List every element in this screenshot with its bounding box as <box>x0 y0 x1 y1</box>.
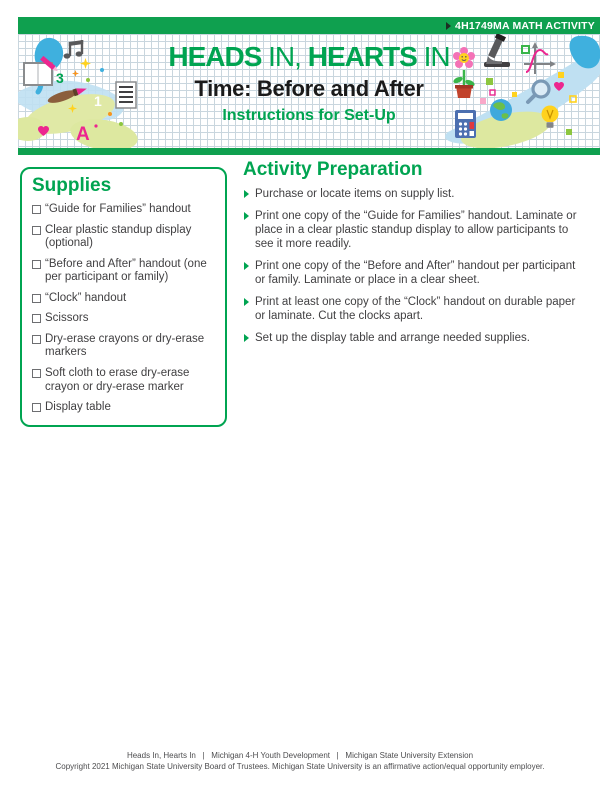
supply-item-label: Dry-erase crayons or dry-erase markers <box>45 332 205 359</box>
supply-item-label: Soft cloth to erase dry-erase crayon or dry-erase marker <box>45 367 190 393</box>
checkbox-icon[interactable] <box>32 294 41 303</box>
title-hearts: HEARTS <box>307 41 417 72</box>
supply-item-label: Display table <box>45 401 111 414</box>
checkbox-icon[interactable] <box>32 226 41 235</box>
supply-item-label: Clear plastic standup display (optional) <box>45 223 192 250</box>
preparation-list <box>243 187 586 345</box>
preparation-step-label: Print one copy of the “Before and After” handout per participant or family. Laminate or place in a clear sheet. <box>255 260 576 287</box>
document-code-banner <box>18 17 600 34</box>
supply-item <box>32 312 217 326</box>
title-in2: IN <box>416 41 450 72</box>
tagline: Instructions for Set-Up <box>222 107 396 124</box>
checkbox-icon[interactable] <box>32 369 41 378</box>
title-heads: HEADS <box>168 41 262 72</box>
preparation-step-label: Purchase or locate items on supply list. <box>255 187 455 200</box>
checkbox-icon[interactable] <box>32 335 41 344</box>
preparation-step-label: Print at least one copy of the “Clock” handout on durable paper or laminate. Cut the clocks apart. <box>255 296 576 323</box>
checkbox-icon[interactable] <box>32 314 41 323</box>
supplies-title: Supplies <box>32 175 112 196</box>
supply-item <box>32 401 217 415</box>
supply-item <box>32 224 217 251</box>
bullet-triangle-icon <box>244 334 249 342</box>
arrow-right-icon <box>446 22 451 30</box>
supply-item <box>32 203 217 217</box>
supply-item-label: “Before and After” handout (one per participant or family) <box>45 257 207 284</box>
activity-preparation-section <box>243 160 586 353</box>
bullet-triangle-icon <box>244 212 249 220</box>
preparation-step <box>243 259 586 287</box>
checkbox-icon[interactable] <box>32 403 41 412</box>
supply-item <box>32 333 217 360</box>
header <box>18 34 600 148</box>
checkbox-icon[interactable] <box>32 205 41 214</box>
preparation-step <box>243 331 586 345</box>
number-1-icon: 1 <box>94 93 102 109</box>
bullet-triangle-icon <box>244 262 249 270</box>
supply-item-label: “Clock” handout <box>45 291 127 304</box>
title-in1: IN, <box>261 41 308 72</box>
footer-attribution: Heads In, Hearts In | Michigan 4-H Youth Development | Michigan State University Extension <box>126 750 474 760</box>
supply-item <box>32 258 217 285</box>
bullet-triangle-icon <box>244 190 249 198</box>
preparation-step-label: Set up the display table and arrange needed supplies. <box>255 332 530 345</box>
preparation-step <box>243 209 586 251</box>
checkbox-icon[interactable] <box>32 260 41 269</box>
footer-copyright: Copyright 2021 Michigan State University Board of Trustees. Michigan State University is an affirmative action/equal opportunity employer. <box>55 762 545 772</box>
letter-a-icon: A <box>76 124 90 145</box>
supply-item-label: Scissors <box>45 312 89 325</box>
footer <box>0 750 600 773</box>
preparation-step <box>243 187 586 201</box>
number-3-icon: 3 <box>56 70 64 86</box>
supplies-box <box>20 167 227 427</box>
preparation-step-label: Print one copy of the “Guide for Families” handout. Laminate or place in a clear plastic standup display to allow participants to see it more readily. <box>255 209 577 250</box>
document-code-label: 4H1749MA MATH ACTIVITY <box>455 19 595 32</box>
activity-title: Time: Before and After <box>194 76 424 101</box>
header-titles <box>18 34 600 124</box>
supply-item <box>32 292 217 306</box>
supply-item-label: “Guide for Families” handout <box>45 202 191 215</box>
bullet-triangle-icon <box>244 298 249 306</box>
page-title <box>18 43 600 71</box>
preparation-title: Activity Preparation <box>243 159 423 180</box>
supplies-list <box>32 203 217 415</box>
header-divider-bar <box>18 148 600 155</box>
preparation-step <box>243 295 586 323</box>
supply-item <box>32 367 217 394</box>
